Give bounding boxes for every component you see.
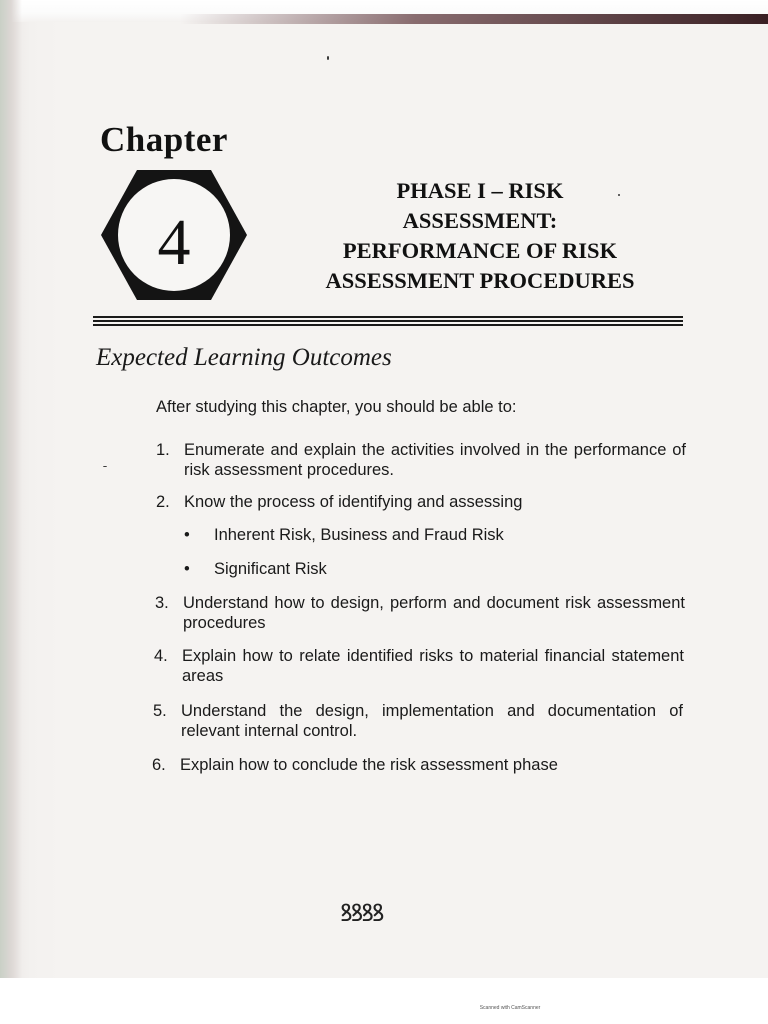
outcome-text: Know the process of identifying and assessing (184, 493, 523, 511)
outcome-number: 5. (153, 702, 167, 720)
chapter-label: Chapter (100, 120, 228, 159)
sub-item-2 (184, 560, 544, 582)
outcome-number: 4. (154, 647, 168, 665)
divider-rule (93, 316, 683, 318)
outcome-number: 3. (155, 594, 169, 612)
chapter-title (280, 176, 680, 296)
outcome-text: Understand the design, implementation and documentation of relevant internal control. (181, 702, 683, 740)
decorative-ornament-icon: ꝸꝸꝸꝸ (340, 899, 383, 927)
page-bottom-margin (0, 978, 768, 1024)
chapter-title-line: ASSESSMENT: (402, 208, 558, 233)
page-left-edge (0, 0, 22, 1024)
section-heading: Expected Learning Outcomes (96, 344, 392, 371)
sub-item-text: Inherent Risk, Business and Fraud Risk (214, 526, 504, 544)
outcome-text: Explain how to relate identified risks to material financial statement areas (182, 647, 684, 685)
divider-rule (93, 320, 683, 322)
scanner-watermark: Scanned with CamScanner (479, 1005, 541, 1011)
outcome-item-5 (153, 701, 687, 743)
chapter-title-line: PERFORMANCE OF RISK (342, 238, 618, 263)
sub-item-1 (184, 526, 544, 548)
outcome-number: 6. (152, 756, 166, 774)
sub-item-text: Significant Risk (214, 560, 327, 578)
outcome-text: Explain how to conclude the risk assessment phase (180, 756, 558, 774)
chapter-title-line: ASSESSMENT PROCEDURES (325, 268, 635, 293)
chapter-number: 4 (157, 206, 191, 279)
scan-speck (327, 56, 329, 60)
bullet-icon: • (184, 526, 190, 544)
hexagon-badge-icon (100, 168, 248, 302)
outcome-item-4 (154, 646, 686, 688)
outcome-item-1 (156, 440, 686, 482)
outcome-text: Understand how to design, perform and document risk assessment procedures (183, 594, 685, 632)
outcome-number: 2. (156, 493, 170, 511)
scan-speck (103, 466, 107, 467)
outcome-text: Enumerate and explain the activities involved in the performance of risk assessment procedures. (184, 441, 686, 479)
page-top-shadow (180, 14, 768, 24)
bullet-icon: • (184, 560, 190, 578)
outcome-number: 1. (156, 441, 170, 459)
outcome-item-6 (152, 755, 686, 777)
outcome-item-3 (155, 593, 685, 635)
chapter-title-line: PHASE I – RISK (396, 178, 564, 203)
outcome-item-2 (156, 492, 686, 514)
divider-rule (93, 324, 683, 326)
intro-text: After studying this chapter, you should be able to: (156, 398, 517, 416)
